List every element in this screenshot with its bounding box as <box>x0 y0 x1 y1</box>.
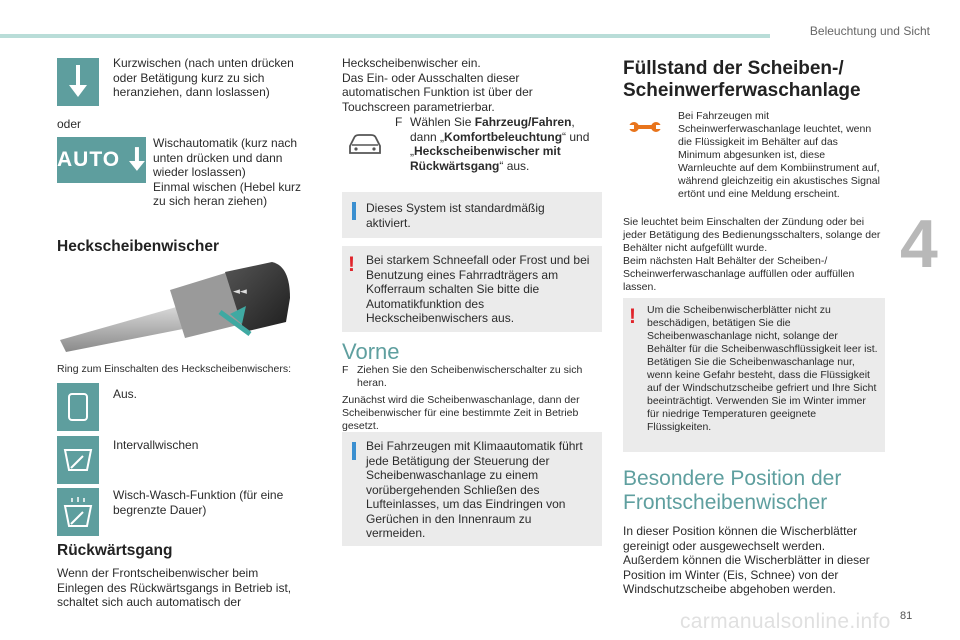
special-position-text: In dieser Position können die Wischerblätter gereinigt oder ausgewechselt werden. Außerdem können die Wischerblätter in dieser Position im Winter (Eis, Schnee) von der Windschutzscheibe abgehoben werden. <box>623 524 870 596</box>
section-title: Beleuchtung und Sicht <box>809 24 930 38</box>
washer-fluid-heading <box>623 58 861 102</box>
info-icon <box>352 202 356 220</box>
chapter-number: 4 <box>900 206 938 282</box>
warning-icon: ! <box>348 253 355 276</box>
front-bullet-marker: F <box>342 364 349 376</box>
info-box-climate <box>342 432 602 546</box>
washer-fluid-heading-line-2: Scheinwerferwaschanlage <box>623 80 861 101</box>
special-position-heading-line-1: Besondere Position der <box>623 467 842 490</box>
reverse-gear-text: Wenn der Frontscheibenwischer beim Einlegen des Rückwärtsgangs in Betrieb ist, schaltet sich auch automatisch der <box>57 566 292 609</box>
warning-snow-text: Bei starkem Schneefall oder Frost und bei Benutzung eines Fahrradträgers am Kofferraum schalten Sie bitte die Automatikfunktion des Heckscheibenwischers aus. <box>366 253 590 325</box>
menu-rear-wiper-reverse: Heckscheibenwischer mit Rückwärtsgang <box>410 144 561 173</box>
front-bullet-text: Ziehen Sie den Scheibenwischerschalter zu sich heran. <box>357 364 583 389</box>
reverse-gear-heading: Rückwärtsgang <box>57 542 173 559</box>
select-instruction <box>410 115 600 173</box>
select-text-3: “ und „ <box>410 129 590 158</box>
rear-wiper-intermittent-icon <box>57 436 99 484</box>
header-rule <box>0 34 770 38</box>
warning-box-empty-tank <box>623 298 885 452</box>
info-icon <box>352 442 356 460</box>
svg-text:◄◄: ◄◄ <box>233 287 247 297</box>
menu-separator: / <box>528 115 532 129</box>
rear-wiper-wash-icon <box>57 488 99 536</box>
wrench-warning-lamp-icon <box>628 118 662 136</box>
menu-driving: Fahren <box>531 115 572 129</box>
warning-empty-tank-text: Um die Scheibenwischerblätter nicht zu beschädigen, betätigen Sie die Scheibenwaschanlage nicht, solange der Behälter für die Scheibenwaschflüssigkeit leer ist. Betätigen Sie die Scheibenwaschanlage nur, wenn keine Gefahr besteht, dass die Flüssigkeit auf der Windschutzscheibe gefriert und Ihre Sicht beeinträchtigt. Verwenden Sie im Winter immer für niedrige Temperaturen geeignete Flüssigkeiten. <box>647 304 878 433</box>
mode-off: Aus. <box>113 387 138 401</box>
rear-wiper-heading: Heckscheibenwischer <box>57 238 219 255</box>
washer-fluid-heading-line-1: Füllstand der Scheiben-/ <box>623 58 844 79</box>
rear-wiper-continued-text: Heckscheibenwischer ein. Das Ein- oder Ausschalten dieser automatischen Funktion ist über der Touchscreen parametrierbar. <box>342 56 533 114</box>
bullet-marker: F <box>395 115 403 129</box>
select-text-4: “ aus. <box>499 158 530 173</box>
menu-vehicle: Fahrzeug <box>474 115 529 129</box>
single-wipe-down-arrow-icon <box>57 58 99 106</box>
warning-icon: ! <box>629 305 636 328</box>
lamp-info-text: Sie leuchtet beim Einschalten der Zündung oder bei jeder Betätigung des Bedienungsschalters, solange der Behälter nicht aufgefüllt wurde. Beim nächsten Halt Behälter der Scheiben-/ Scheinwerferwaschanlage auffüllen oder auffüllen lassen. <box>623 216 881 293</box>
auto-badge-label: AUTO <box>57 148 121 171</box>
warning-lamp-text: Bei Fahrzeugen mit Scheinwerferwaschanlage leuchtet, wenn die Flüssigkeit im Behälter auf das Minimum abgesunken ist, diese Warnleuchte auf dem Kombiinstrument auf, während gleichzeitig ein akustisches Signal ertönt und eine Meldung erscheint. <box>678 110 880 200</box>
single-wipe-text: Kurzwischen (nach unten drücken oder Betätigung kurz zu sich heranziehen, dann loslassen) <box>113 56 294 99</box>
ring-caption: Ring zum Einschalten des Heckscheibenwischers: <box>57 363 292 375</box>
page-number: 81 <box>900 610 913 622</box>
info-default-text: Dieses System ist standardmäßig aktiviert. <box>366 201 545 230</box>
mode-intermittent: Intervallwischen <box>113 438 199 452</box>
mode-wash: Wisch-Wasch-Funktion (für eine begrenzte Dauer) <box>113 488 284 517</box>
or-label: oder <box>57 117 82 131</box>
car-settings-icon <box>346 130 384 158</box>
auto-wipe-icon <box>57 137 146 183</box>
auto-wipe-text: Wischautomatik (kurz nach unten drücken und dann wieder loslassen) Einmal wischen (Hebel kurz zu sich heran ziehen) <box>153 136 302 208</box>
menu-comfort-lighting: Komfortbeleuchtung <box>444 129 563 144</box>
select-text-1: Wählen Sie <box>410 115 475 129</box>
info-climate-text: Bei Fahrzeugen mit Klimaautomatik führt jede Betätigung der Steuerung der Scheibenwaschanlage zu einem vorübergehenden Schließen des Lufteinlasses, um das Eindringen von Gerüchen in den Innenraum zu vermeiden. <box>366 439 583 540</box>
special-position-heading <box>623 467 841 515</box>
front-heading: Vorne <box>342 339 400 364</box>
watermark: carmanualsonline.info <box>680 610 891 633</box>
warning-box-snow <box>342 246 602 332</box>
front-text: Zunächst wird die Scheibenwaschanlage, dann der Scheibenwischer für eine bestimmte Zeit in Betrieb gesetzt. <box>342 394 580 432</box>
special-position-heading-line-2: Frontscheibenwischer <box>623 491 828 514</box>
rear-wiper-off-icon <box>57 383 99 431</box>
select-text-2: , dann „ <box>410 115 575 144</box>
wiper-stalk-illustration <box>60 262 300 354</box>
info-box-default <box>342 192 602 238</box>
